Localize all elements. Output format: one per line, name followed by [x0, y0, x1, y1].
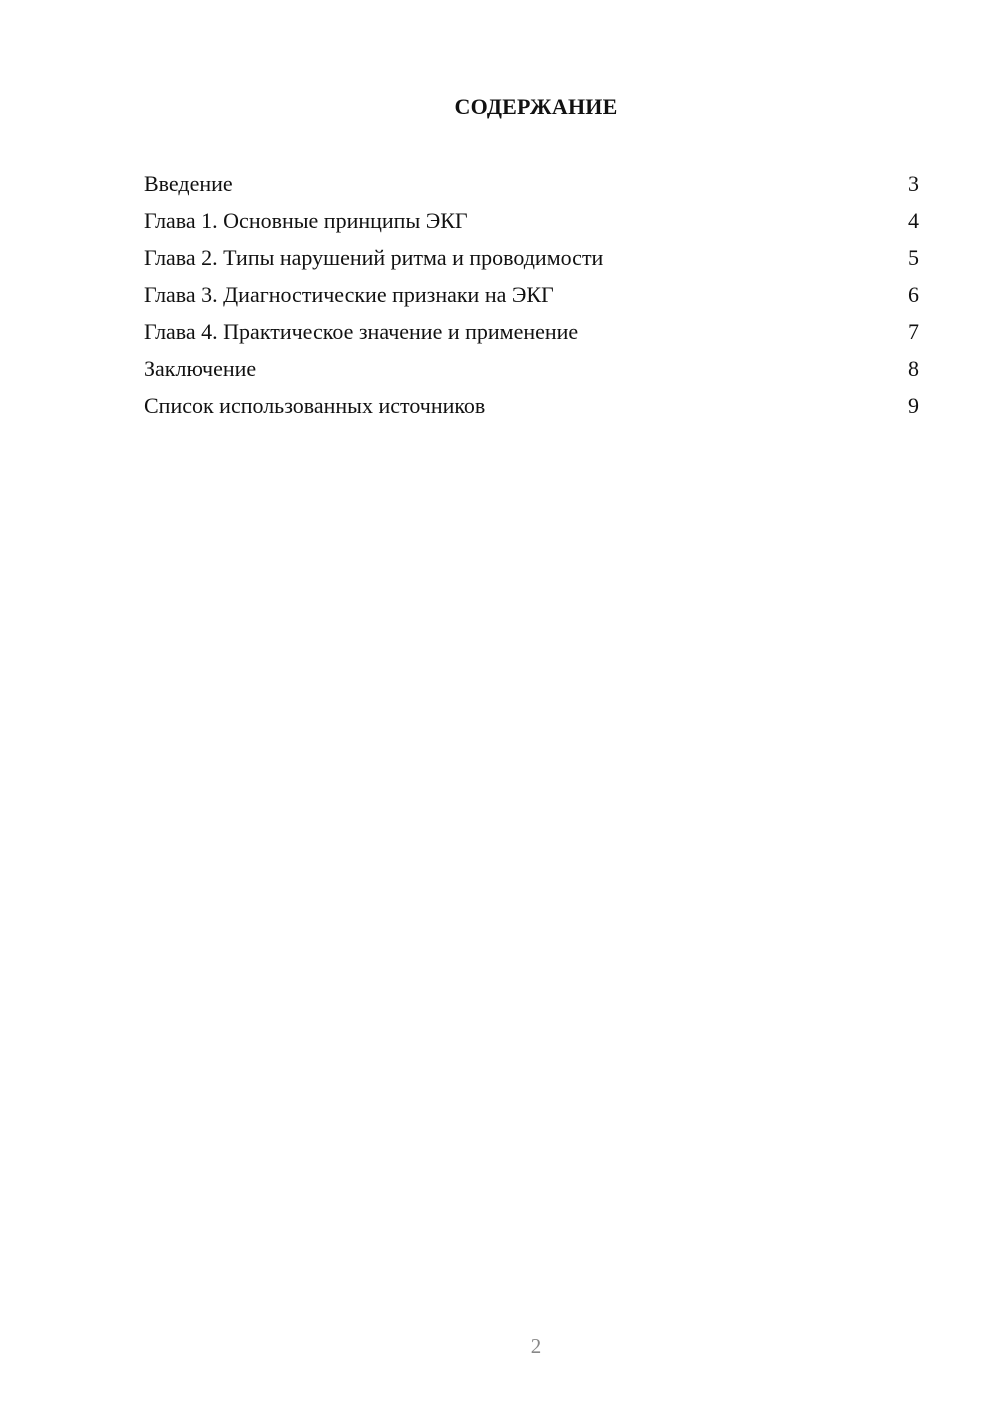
toc-entry-chapter-2 [144, 242, 919, 279]
toc-entry-label: Список использованных источников [144, 393, 486, 418]
toc-entry-conclusion [144, 353, 919, 390]
toc-entry-label: Глава 1. Основные принципы ЭКГ [144, 208, 468, 233]
toc-entry-page: 3 [908, 171, 919, 196]
table-of-contents [144, 168, 919, 427]
toc-entry-chapter-3 [144, 279, 919, 316]
page-number: 2 [530, 1334, 542, 1358]
toc-entry-page: 5 [908, 245, 919, 270]
toc-entry-chapter-4 [144, 316, 919, 353]
toc-entry-page: 4 [908, 208, 919, 233]
toc-entry-page: 9 [908, 393, 919, 418]
toc-entry-references [144, 390, 919, 427]
toc-entry-page: 7 [908, 319, 919, 344]
toc-entry-page: 6 [908, 282, 919, 307]
toc-entry-label: Глава 4. Практическое значение и применение [144, 319, 579, 344]
toc-entry-label: Глава 2. Типы нарушений ритма и проводимости [144, 245, 604, 270]
page-title: СОДЕРЖАНИЕ [454, 94, 618, 119]
toc-entry-label: Глава 3. Диагностические признаки на ЭКГ [144, 282, 554, 307]
toc-entry-chapter-1 [144, 205, 919, 242]
toc-entry-introduction [144, 168, 919, 205]
toc-entry-page: 8 [908, 356, 919, 381]
toc-entry-label: Введение [144, 171, 233, 196]
toc-entry-label: Заключение [144, 356, 257, 381]
